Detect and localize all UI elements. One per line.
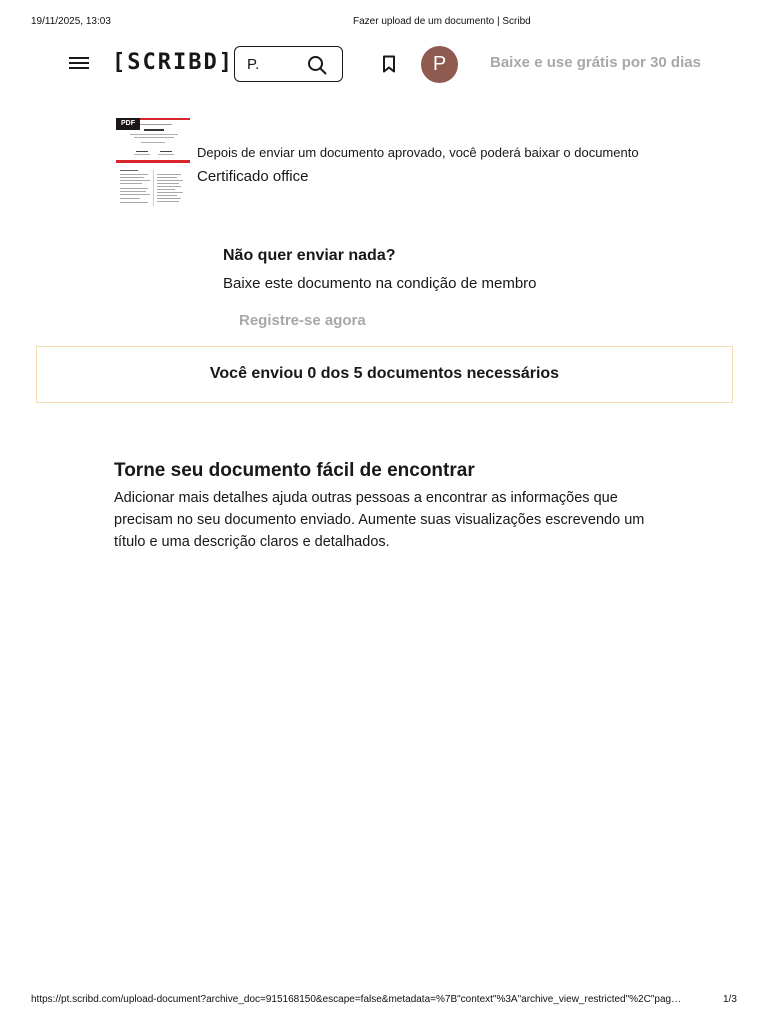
bookmark-icon[interactable]: [381, 55, 397, 73]
findable-section-heading: Torne seu documento fácil de encontrar: [114, 460, 475, 481]
user-avatar[interactable]: P: [421, 46, 458, 83]
top-navigation: [0, 44, 768, 84]
search-input[interactable]: [247, 54, 299, 74]
document-name[interactable]: Certificado office: [197, 168, 309, 185]
hamburger-menu-icon[interactable]: [69, 57, 89, 71]
free-trial-link[interactable]: Baixe e use grátis por 30 dias: [490, 54, 701, 71]
search-box[interactable]: [234, 46, 343, 82]
print-page-title: Fazer upload de um documento | Scribd: [353, 16, 531, 27]
findable-section-description: Adicionar mais detalhes ajuda outras pessoas a encontrar as informações que precisam no seu documento enviado. Aumente suas visualizações escrevendo um título e uma descrição claros e detalhados.: [114, 490, 645, 550]
certificate-preview-image: [116, 118, 190, 208]
membership-text: Baixe este documento na condição de membro: [223, 275, 537, 292]
print-header: [0, 16, 768, 30]
scribd-logo[interactable]: [SCRIBD]: [112, 50, 234, 75]
print-page-number: 1/3: [723, 994, 737, 1005]
print-url: https://pt.scribd.com/upload-document?archive_doc=915168150&escape=false&metadata=%7B"context"%3A"archive_view_restricted"%2C"pag…: [31, 994, 682, 1005]
print-footer: [0, 994, 768, 1008]
document-thumbnail: [116, 118, 190, 208]
upload-progress-banner: [36, 346, 733, 403]
print-datetime: 19/11/2025, 13:03: [31, 16, 111, 27]
membership-heading: Não quer enviar nada?: [223, 247, 396, 264]
download-note: Depois de enviar um documento aprovado, você poderá baixar o documento: [197, 145, 639, 160]
search-icon[interactable]: [307, 55, 327, 75]
upload-progress-text: Você enviou 0 dos 5 documentos necessários: [209, 365, 560, 382]
pdf-badge: PDF: [116, 118, 140, 130]
register-button[interactable]: Registre-se agora: [239, 312, 366, 329]
